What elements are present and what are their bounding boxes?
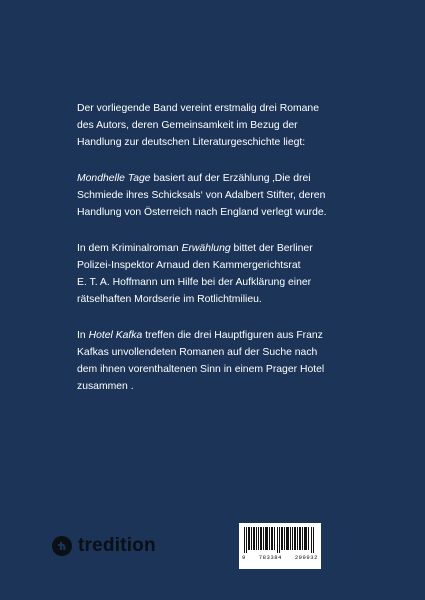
barcode-digits bbox=[242, 554, 318, 561]
barcode-digit-group: 9 bbox=[242, 554, 246, 561]
publisher-name: tredition bbox=[78, 535, 156, 556]
text-line: des Autors, deren Gemeinsamkeit im Bezug der bbox=[77, 120, 298, 131]
barcode-digit-group: 783384 bbox=[258, 554, 282, 561]
paragraph-mondhelle-tage bbox=[77, 170, 377, 221]
blurb-text bbox=[77, 100, 377, 414]
text-line: rätselhaften Mordserie im Rotlichtmilieu. bbox=[77, 294, 262, 305]
book-title-italic: Erwählung bbox=[181, 243, 231, 254]
text-line: bittet der Berliner bbox=[230, 243, 313, 254]
text-line: zusammen . bbox=[77, 381, 134, 392]
text-line: basiert auf der Erzählung ‚Die drei bbox=[150, 173, 311, 184]
text-line: E. T. A. Hoffmann um Hilfe bei der Aufklärung einer bbox=[77, 277, 312, 288]
text-line: Schmiede ihres Schicksals‘ von Adalbert Stifter, deren bbox=[77, 190, 326, 201]
paragraph-hotel-kafka bbox=[77, 327, 377, 395]
publisher-logo bbox=[52, 535, 156, 557]
text-line: dem ihnen vorenthaltenen Sinn in einem Prager Hotel bbox=[77, 364, 325, 375]
text-line: Der vorliegende Band vereint erstmalig drei Romane bbox=[77, 103, 319, 114]
logo-glyph bbox=[56, 540, 68, 552]
book-title-italic: Mondhelle Tage bbox=[77, 173, 151, 184]
barcode-bars bbox=[244, 527, 316, 553]
text-line: Handlung von Österreich nach England verlegt wurde. bbox=[77, 207, 327, 218]
text-line: Polizei-Inspektor Arnaud den Kammergerichtsrat bbox=[77, 260, 301, 271]
text-line: In bbox=[77, 330, 89, 341]
paragraph-erwaehlung bbox=[77, 240, 377, 308]
text-line: Kafkas unvollendeten Romanen auf der Suche nach bbox=[77, 347, 318, 358]
text-line: In dem Kriminalroman bbox=[77, 243, 182, 254]
paragraph-intro bbox=[77, 100, 377, 151]
isbn-barcode bbox=[239, 523, 321, 569]
tredition-logo-icon bbox=[52, 536, 72, 556]
barcode-digit-group: 299932 bbox=[294, 554, 318, 561]
text-line: treffen die drei Hauptfiguren aus Franz bbox=[142, 330, 323, 341]
book-title-italic: Hotel Kafka bbox=[88, 330, 143, 341]
text-line: Handlung zur deutschen Literaturgeschichte liegt: bbox=[77, 137, 306, 148]
